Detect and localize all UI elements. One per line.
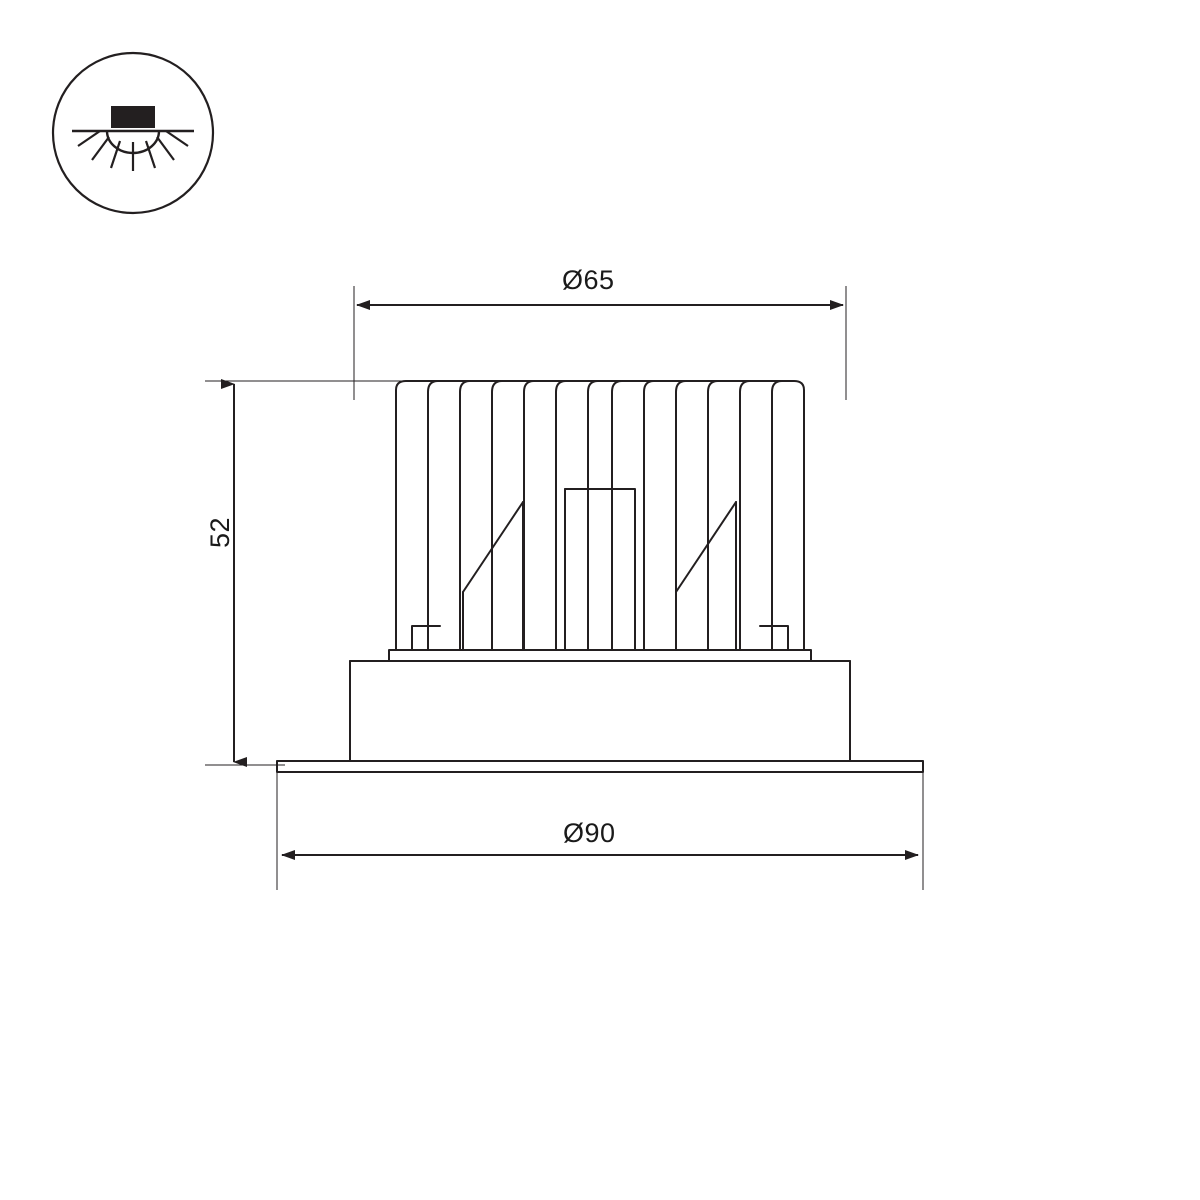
downlight-body-outline bbox=[277, 381, 923, 772]
flange-plate bbox=[277, 761, 923, 772]
heatsink-fins bbox=[428, 381, 782, 650]
collar-sides bbox=[350, 661, 850, 761]
heatsink-base bbox=[389, 650, 811, 661]
ceiling-downlight-symbol-icon bbox=[53, 53, 213, 213]
internal-chamfer-lines bbox=[412, 502, 788, 650]
heatsink-body bbox=[396, 381, 804, 650]
driver-housing bbox=[565, 489, 635, 650]
dimension-label-height: 52 bbox=[205, 516, 235, 548]
dimension-label-flange-diameter: Ø90 bbox=[563, 818, 616, 848]
dimension-label-top-diameter: Ø65 bbox=[562, 265, 615, 295]
